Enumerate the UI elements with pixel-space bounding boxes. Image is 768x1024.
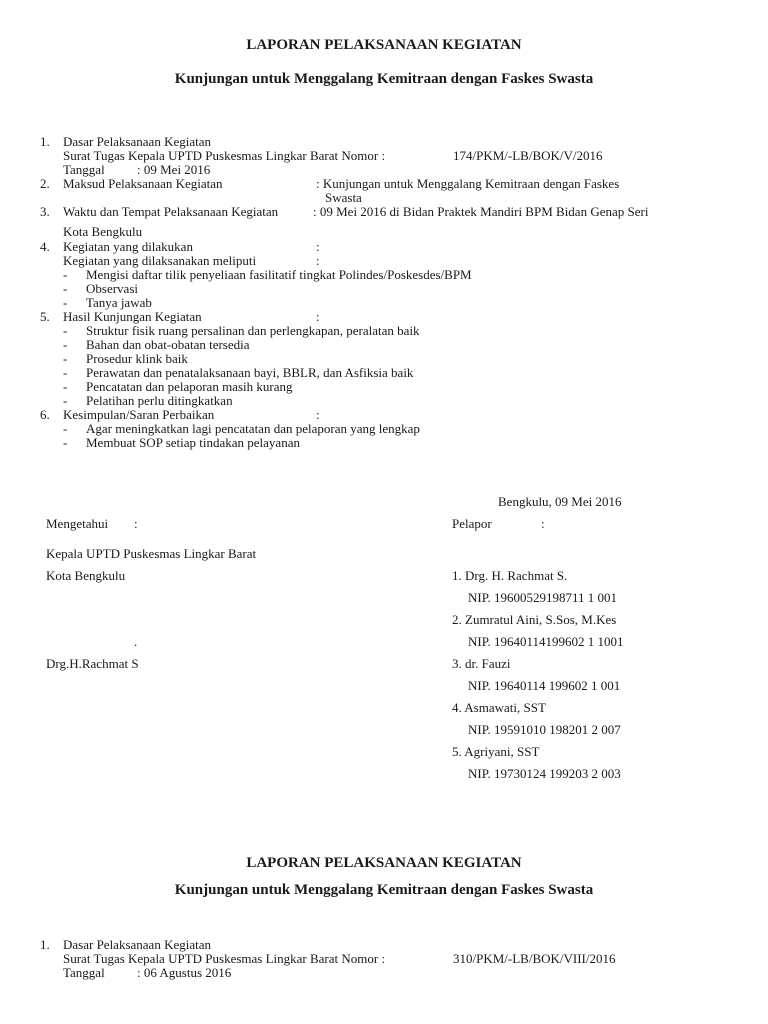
item-value-continued: Kota Bengkulu	[63, 224, 143, 239]
item-label: Dasar Pelaksanaan Kegiatan	[63, 937, 211, 952]
bullet-dash: -	[63, 323, 68, 338]
bullet-item: Pelatihan perlu ditingkatkan	[86, 393, 233, 408]
bullet-item: Observasi	[86, 281, 138, 296]
bullet-dash: -	[63, 379, 68, 394]
reporter-nip: NIP. 19600529198711 1 001	[468, 590, 618, 605]
bullet-dash: -	[63, 421, 68, 436]
reporter-nip: NIP. 19591010 198201 2 007	[468, 722, 621, 737]
item-number: 3.	[40, 204, 50, 219]
item-label: Dasar Pelaksanaan Kegiatan	[63, 134, 211, 149]
reporter-name: 4. Asmawati, SST	[452, 700, 546, 715]
reporter-nip: NIP. 19640114 199602 1 001	[468, 678, 621, 693]
bullet-item: Struktur fisik ruang persalinan dan perlengkapan, peralatan baik	[86, 323, 420, 338]
surat-tugas-text: Surat Tugas Kepala UPTD Puskesmas Lingkar Barat Nomor :	[63, 951, 386, 966]
item-number: 4.	[40, 239, 50, 254]
item-number: 1.	[40, 937, 50, 952]
reporter-nip: NIP. 19730124 199203 2 003	[468, 766, 621, 781]
item-colon: :	[316, 253, 320, 268]
item-number: 1.	[40, 134, 50, 149]
tanggal-label: Tanggal	[63, 162, 105, 177]
item-number: 6.	[40, 407, 50, 422]
bullet-dash: -	[63, 267, 68, 282]
kepala-city: Kota Bengkulu	[46, 568, 126, 583]
bullet-item: Bahan dan obat-obatan tersedia	[86, 337, 250, 352]
item-label: Waktu dan Tempat Pelaksanaan Kegiatan	[63, 204, 279, 219]
signature-dot: .	[134, 634, 138, 649]
bullet-dash: -	[63, 281, 68, 296]
item-value: : Kunjungan untuk Menggalang Kemitraan dengan Faskes	[316, 176, 620, 191]
bullet-item: Membuat SOP setiap tindakan pelayanan	[86, 435, 300, 450]
surat-nomor: 174/PKM/-LB/BOK/V/2016	[453, 148, 603, 163]
kepala-name: Drg.H.Rachmat S	[46, 656, 139, 671]
item-colon: :	[316, 309, 320, 324]
pelapor-colon: :	[541, 516, 545, 531]
mengetahui-colon: :	[134, 516, 138, 531]
report-title: LAPORAN PELAKSANAAN KEGIATAN	[246, 37, 522, 53]
bullet-item: Tanya jawab	[86, 295, 152, 310]
item-label: Maksud Pelaksanaan Kegiatan	[63, 176, 223, 191]
bullet-item: Perawatan dan penatalaksanaan bayi, BBLR, dan Asfiksia baik	[86, 365, 414, 380]
tanggal-label: Tanggal	[63, 965, 105, 980]
item-value: : 09 Mei 2016 di Bidan Praktek Mandiri BPM Bidan Genap Seri	[313, 204, 649, 219]
mengetahui-label: Mengetahui	[46, 516, 109, 531]
tanggal-value: : 06 Agustus 2016	[137, 965, 232, 980]
bullet-dash: -	[63, 435, 68, 450]
bullet-dash: -	[63, 295, 68, 310]
bullet-dash: -	[63, 337, 68, 352]
report-title: LAPORAN PELAKSANAAN KEGIATAN	[246, 855, 522, 871]
place-date: Bengkulu, 09 Mei 2016	[498, 494, 622, 509]
surat-tugas-text: Surat Tugas Kepala UPTD Puskesmas Lingkar Barat Nomor :	[63, 148, 386, 163]
bullet-item: Prosedur klink baik	[86, 351, 188, 366]
item-sub-label: Kegiatan yang dilaksanakan meliputi	[63, 253, 257, 268]
report-subtitle: Kunjungan untuk Menggalang Kemitraan dengan Faskes Swasta	[174, 71, 594, 87]
pelapor-label: Pelapor	[452, 516, 492, 531]
bullet-item: Pencatatan dan pelaporan masih kurang	[86, 379, 293, 394]
reporter-name: 1. Drg. H. Rachmat S.	[452, 568, 568, 583]
bullet-dash: -	[63, 365, 68, 380]
kepala-title: Kepala UPTD Puskesmas Lingkar Barat	[46, 546, 257, 561]
item-label: Kesimpulan/Saran Perbaikan	[63, 407, 215, 422]
item-colon: :	[316, 239, 320, 254]
item-label: Hasil Kunjungan Kegiatan	[63, 309, 202, 324]
bullet-item: Mengisi daftar tilik penyeliaan fasilitatif tingkat Polindes/Poskesdes/BPM	[86, 267, 472, 282]
reporter-name: 5. Agriyani, SST	[452, 744, 540, 759]
bullet-item: Agar meningkatkan lagi pencatatan dan pelaporan yang lengkap	[86, 421, 420, 436]
item-value-continued: Swasta	[325, 190, 362, 205]
surat-nomor: 310/PKM/-LB/BOK/VIII/2016	[453, 951, 616, 966]
item-colon: :	[316, 407, 320, 422]
item-number: 5.	[40, 309, 50, 324]
item-number: 2.	[40, 176, 50, 191]
reporter-name: 3. dr. Fauzi	[452, 656, 511, 671]
report-subtitle: Kunjungan untuk Menggalang Kemitraan dengan Faskes Swasta	[174, 882, 594, 898]
tanggal-value: : 09 Mei 2016	[137, 162, 211, 177]
bullet-dash: -	[63, 393, 68, 408]
bullet-dash: -	[63, 351, 68, 366]
reporter-nip: NIP. 19640114199602 1 1001	[468, 634, 624, 649]
reporter-name: 2. Zumratul Aini, S.Sos, M.Kes	[452, 612, 617, 627]
item-label: Kegiatan yang dilakukan	[63, 239, 193, 254]
